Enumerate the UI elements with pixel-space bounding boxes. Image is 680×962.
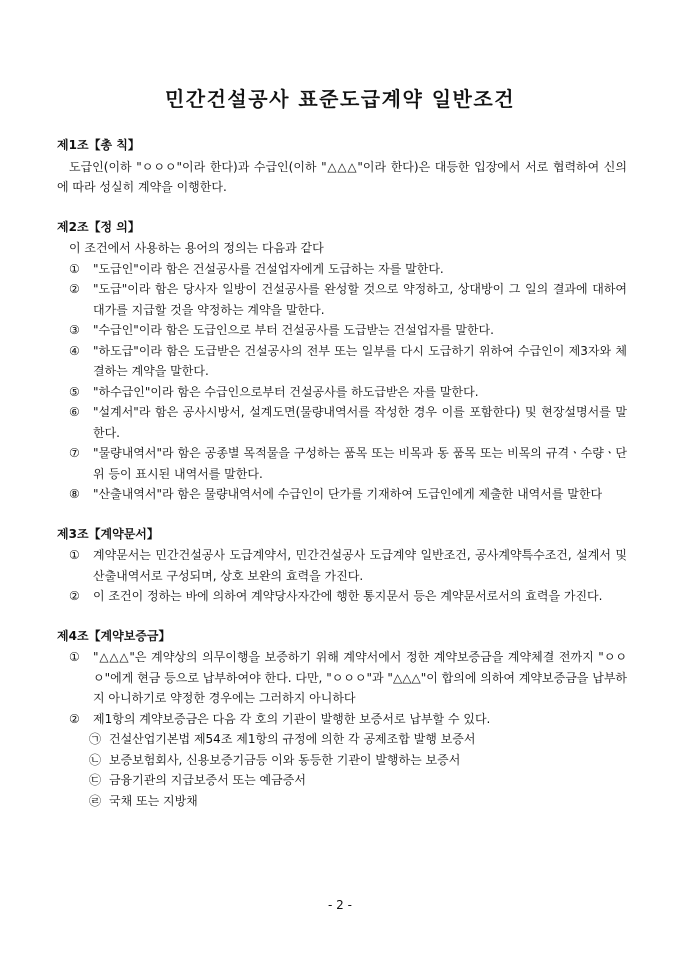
list-item — [57, 484, 627, 505]
article-1 — [57, 135, 627, 198]
item-text: "설계서"라 함은 공사시방서, 설계도면(물량내역서를 작성한 경우 이를 포함한다) 및 현장설명서를 말한다. — [93, 405, 627, 440]
subitem-number: ㉡ — [89, 752, 102, 767]
subitem-number: ㉣ — [89, 793, 102, 808]
list-item — [57, 320, 627, 341]
article-paragraph: 이 조건에서 사용하는 용어의 정의는 다음과 같다 — [69, 241, 324, 255]
item-number: ① — [69, 650, 80, 664]
item-text: "하수급인"이라 함은 수급인으로부터 건설공사를 하도급받은 자를 말한다. — [93, 384, 479, 399]
list-item — [57, 259, 627, 280]
item-text: "도급인"이라 함은 건설공사를 건설업자에게 도급하는 자를 말한다. — [93, 261, 444, 276]
list-item — [57, 709, 627, 730]
article-2 — [57, 217, 627, 505]
sub-list-item — [57, 729, 627, 750]
subitem-text: 국채 또는 지방채 — [109, 793, 198, 808]
item-number: ⑤ — [69, 384, 80, 399]
article-heading: 제1조【총 칙】 — [57, 138, 140, 152]
item-number: ① — [69, 548, 80, 562]
item-number: ② — [69, 589, 80, 603]
item-number: ⑥ — [69, 405, 80, 419]
item-number: ② — [69, 711, 80, 726]
list-item — [57, 586, 627, 607]
item-text: "하도급"이라 함은 도급받은 건설공사의 전부 또는 일부를 다시 도급하기 위하여 수급인이 제3자와 체결하는 계약을 말한다. — [93, 343, 627, 378]
subitem-text: 보증보험회사, 신용보증기금등 이와 동등한 기관이 발행하는 보증서 — [109, 752, 461, 767]
item-number: ④ — [69, 343, 80, 358]
list-item — [57, 647, 627, 709]
subitem-number: ㉠ — [89, 732, 102, 746]
list-item — [57, 279, 627, 320]
page-title: 민간건설공사 표준도급계약 일반조건 — [164, 87, 516, 111]
item-text: "도급"이라 함은 당사자 일방이 건설공사를 완성할 것으로 약정하고, 상대방이 그 일의 결과에 대하여 대가를 지급할 것을 약정하는 계약을 말한다. — [93, 282, 627, 317]
article-paragraph: 도급인(이하 "ㅇㅇㅇ"이라 한다)과 수급인(이하 "△△△"이라 한다)은 대등한 입장에서 서로 협력하여 신의에 따라 성실히 계약을 이행한다. — [57, 159, 627, 194]
item-text: "수급인"이라 함은 도급인으로 부터 건설공사를 도급받는 건설업자를 말한다. — [93, 323, 494, 337]
article-heading: 제4조【계약보증금】 — [57, 628, 171, 643]
list-item — [57, 402, 627, 443]
document-body — [57, 126, 627, 811]
list-item — [57, 545, 627, 586]
item-number: ③ — [69, 323, 80, 337]
article-heading: 제2조【정 의】 — [57, 219, 140, 234]
item-number: ⑧ — [69, 487, 80, 501]
article-heading: 제3조【계약문서】 — [57, 526, 159, 541]
sub-list-item — [57, 791, 627, 812]
subitem-number: ㉢ — [89, 773, 102, 787]
sub-list-item — [57, 750, 627, 771]
item-text: "△△△"은 계약상의 의무이행을 보증하기 위해 계약서에서 정한 계약보증금을 계약체결 전까지 "ㅇㅇㅇ"에게 현금 등으로 납부하여야 한다. 다만, "ㅇㅇㅇ"과 "△△△"이 합의에 의하여 계약보증금을 납부하지 아니하기로 약정한 경우에는 그러하지 아니하다 — [93, 650, 627, 705]
list-item — [57, 341, 627, 382]
item-text: 이 조건이 정하는 바에 의하여 계약당사자간에 행한 통지문서 등은 계약문서로서의 효력을 가진다. — [93, 589, 603, 603]
sub-list-item — [57, 770, 627, 791]
item-text: "물량내역서"라 함은 공종별 목적물을 구성하는 품목 또는 비목과 동 품목 또는 비목의 규격ㆍ수량ㆍ단위 등이 표시된 내역서를 말한다. — [93, 446, 627, 481]
subitem-text: 금융기관의 지급보증서 또는 예금증서 — [109, 773, 306, 787]
page-number: - 2 - — [328, 898, 352, 912]
subitem-text: 건설산업기본법 제54조 제1항의 규정에 의한 각 공제조합 발행 보증서 — [109, 732, 476, 746]
list-item — [57, 382, 627, 403]
item-text: 제1항의 계약보증금은 다음 각 호의 기관이 발행한 보증서로 납부할 수 있다. — [93, 711, 491, 726]
list-item — [57, 443, 627, 484]
item-number: ② — [69, 282, 80, 296]
item-number: ① — [69, 261, 80, 276]
article-3 — [57, 524, 627, 607]
item-number: ⑦ — [69, 446, 80, 460]
item-text: "산출내역서"라 함은 물량내역서에 수급인이 단가를 기재하여 도급인에게 제출한 내역서를 말한다 — [93, 487, 603, 501]
item-text: 계약문서는 민간건설공사 도급계약서, 민간건설공사 도급계약 일반조건, 공사계약특수조건, 설계서 및 산출내역서로 구성되며, 상호 보완의 효력을 가진다. — [93, 548, 627, 583]
article-4 — [57, 626, 627, 812]
